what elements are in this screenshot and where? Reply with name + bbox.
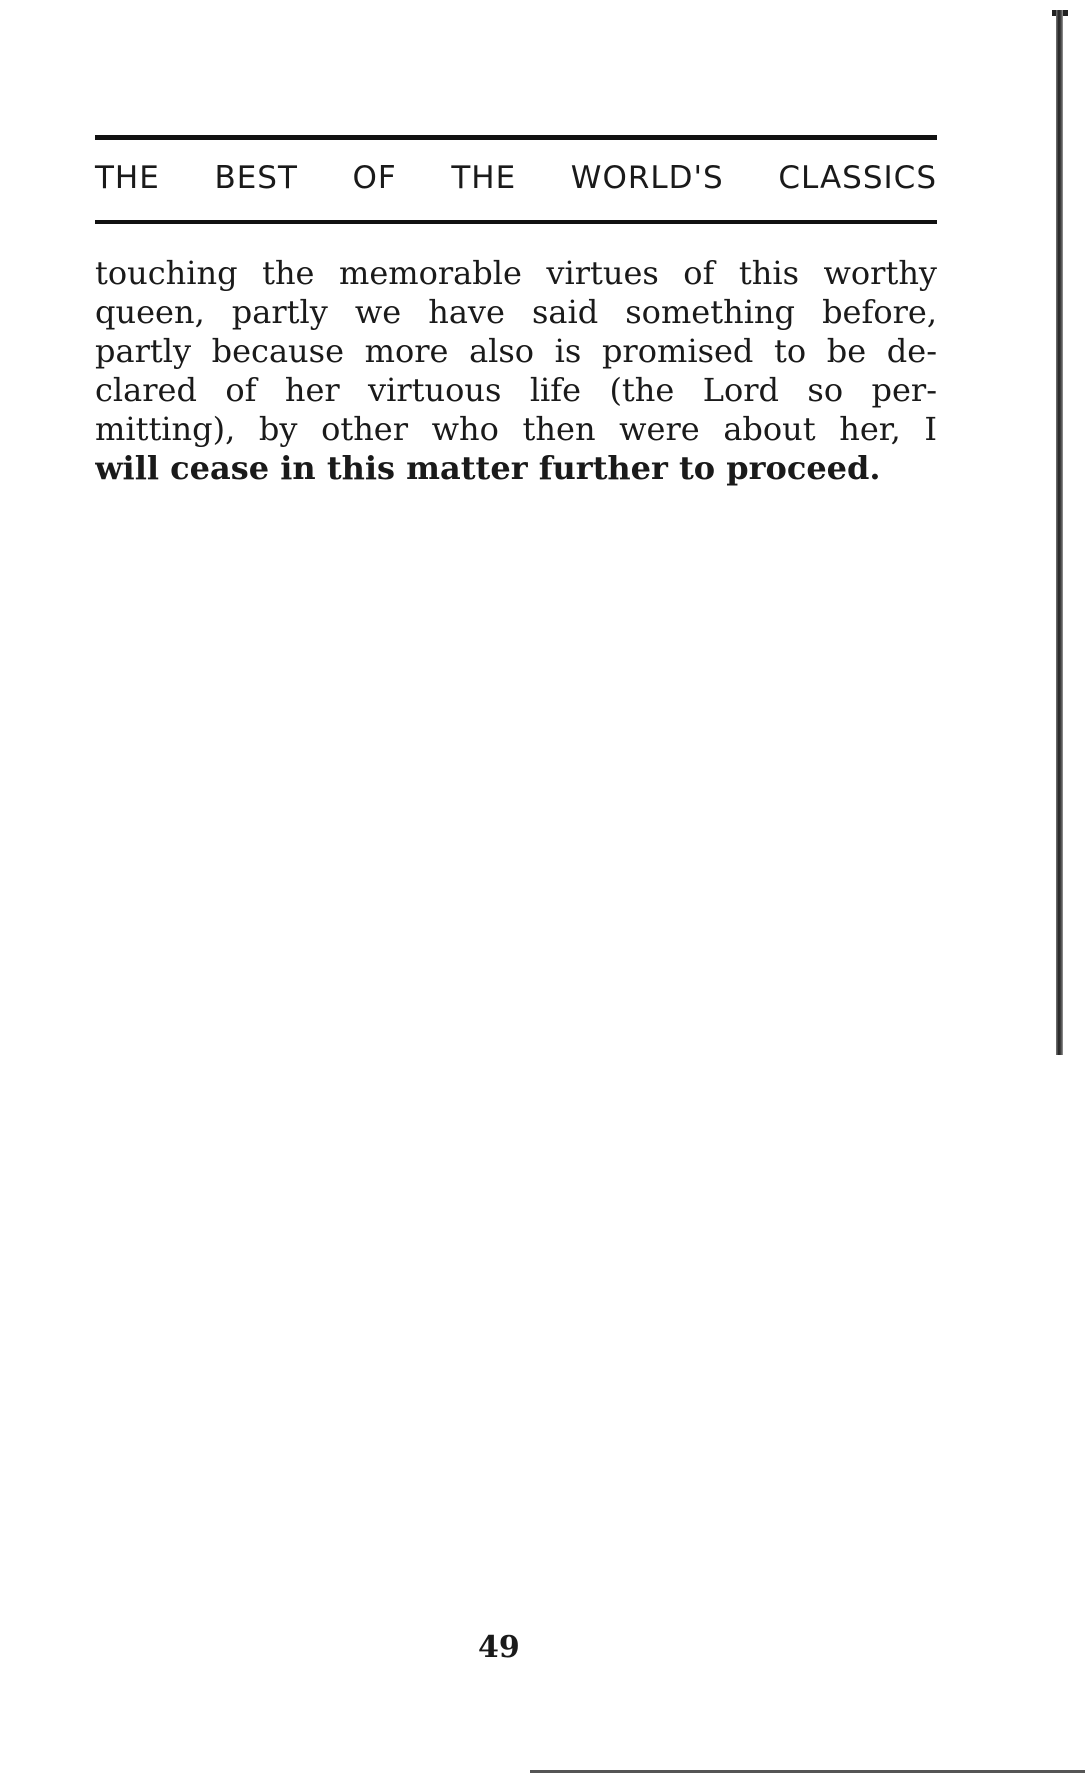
page-bottom-edge	[530, 1770, 1085, 1773]
text-line: mitting), by other who then were about her, I	[95, 410, 937, 448]
text-line: touching the memorable virtues of this worthy	[95, 254, 937, 292]
text-line: will cease in this matter further to proceed.	[95, 449, 881, 487]
text-line: clared of her virtuous life (the Lord so per-	[95, 371, 937, 409]
binding-edge	[1056, 10, 1063, 1055]
text-line: partly because more also is promised to be de-	[95, 332, 937, 370]
header-rule-top	[95, 135, 937, 140]
running-head: THE BEST OF THE WORLD'S CLASSICS	[95, 160, 937, 196]
header-rule-bottom	[95, 220, 937, 224]
text-line: queen, partly we have said something before,	[95, 293, 937, 331]
page-number: 49	[478, 1630, 520, 1665]
body-paragraph	[95, 254, 937, 488]
